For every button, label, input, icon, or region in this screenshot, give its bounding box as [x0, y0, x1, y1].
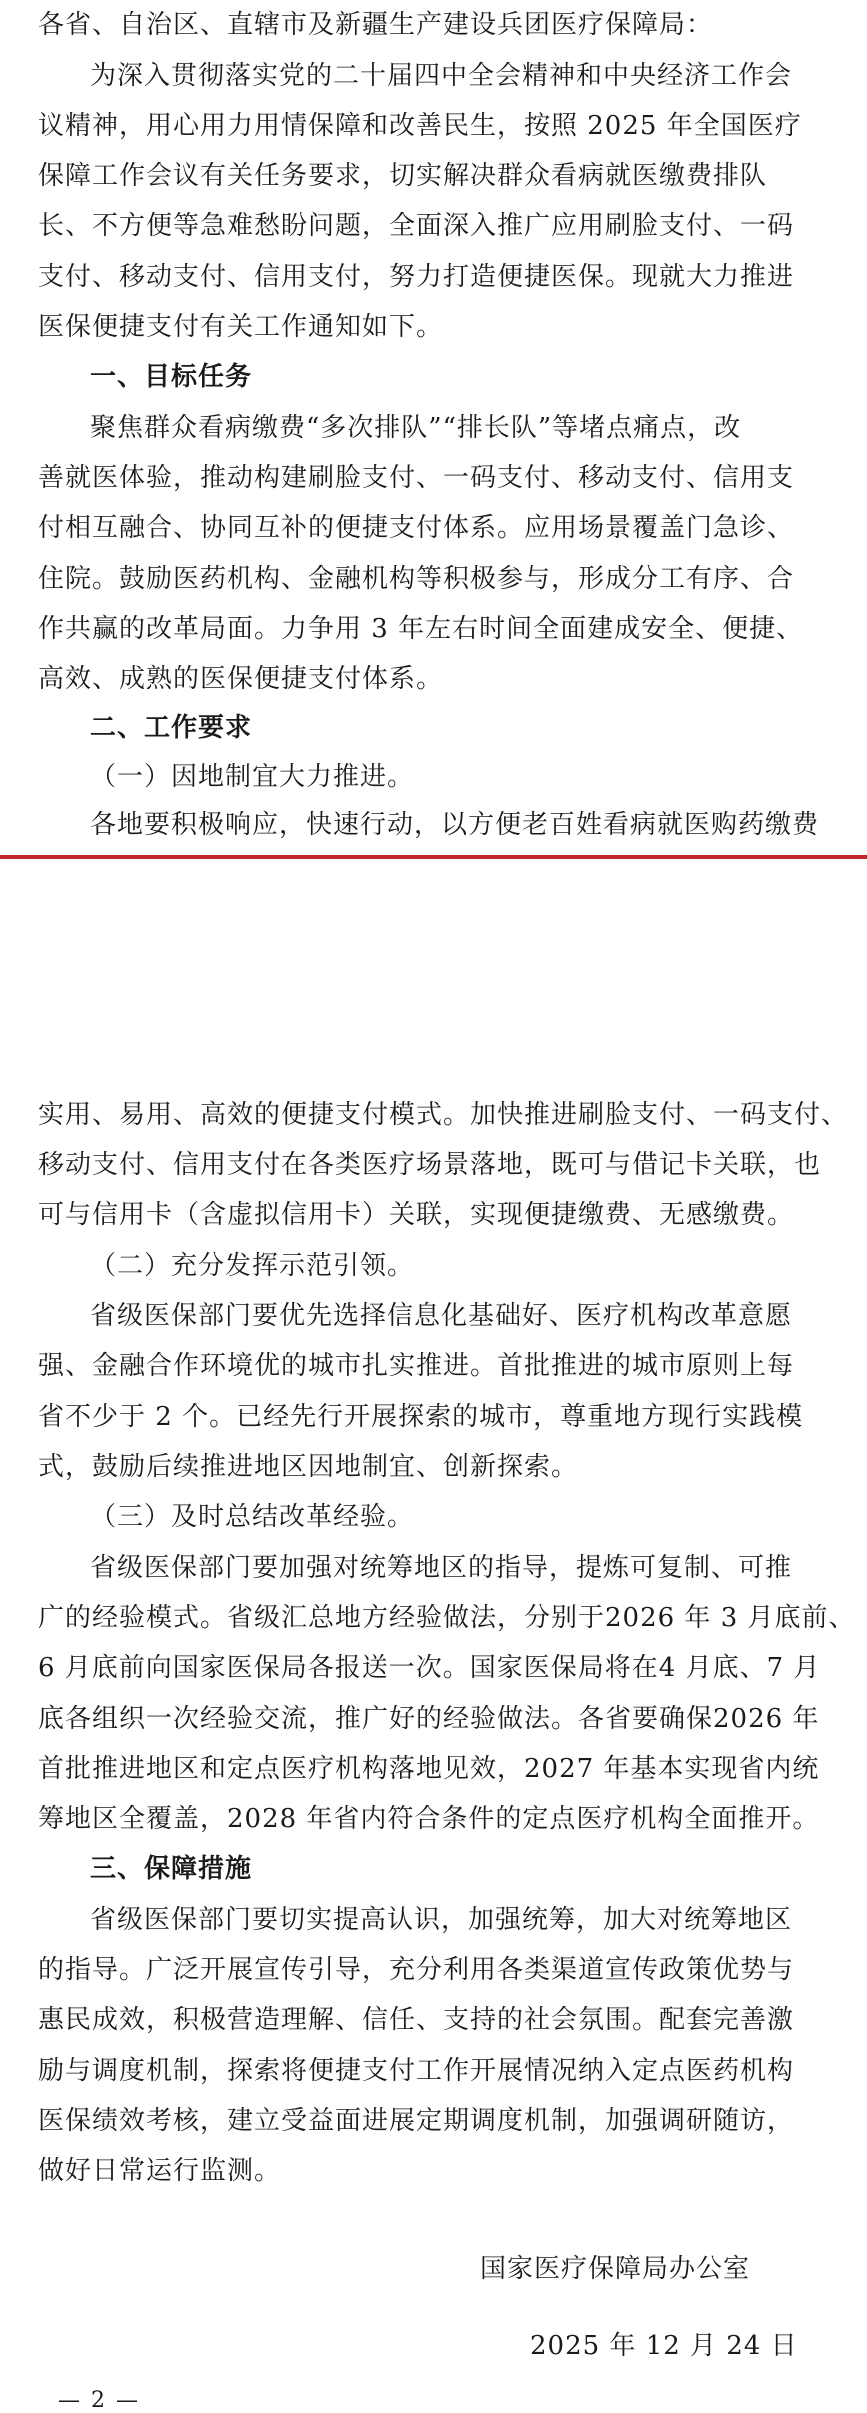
paragraph-line: 的指导。广泛开展宣传引导，充分利用各类渠道宣传政策优势与 — [38, 1955, 795, 1985]
paragraph-line: 筹地区全覆盖，2028 年省内符合条件的定点医疗机构全面推开。 — [38, 1804, 820, 1834]
paragraph-line: 省级医保部门要优先选择信息化基础好、医疗机构改革意愿 — [90, 1301, 793, 1331]
document-page-top — [0, 0, 867, 840]
paragraph-line: 聚焦群众看病缴费“多次排队”“排长队”等堵点痛点，改 — [90, 413, 742, 443]
paragraph-line: 省级医保部门要切实提高认识，加强统筹，加大对统筹地区 — [90, 1905, 793, 1935]
paragraph-line: 6 月底前向国家医保局各报送一次。国家医保局将在4 月底、7 月 — [38, 1653, 821, 1683]
paragraph-line: 高效、成熟的医保便捷支付体系。 — [38, 664, 444, 694]
paragraph-line: 省级医保部门要加强对统筹地区的指导，提炼可复制、可推 — [90, 1553, 793, 1583]
paragraph-line: 广的经验模式。省级汇总地方经验做法，分别于2026 年 3 月底前、 — [38, 1603, 856, 1633]
paragraph-line: 保障工作会议有关任务要求，切实解决群众看病就医缴费排队 — [38, 161, 768, 191]
paragraph-line: 作共赢的改革局面。力争用 3 年左右时间全面建成安全、便捷、 — [38, 614, 804, 644]
paragraph-line: 议精神，用心用力用情保障和改善民生，按照 2025 年全国医疗 — [38, 111, 802, 141]
issuer-name: 国家医疗保障局办公室 — [480, 2254, 751, 2284]
section-heading-1: 一、目标任务 — [90, 362, 253, 392]
paragraph-line: 做好日常运行监测。 — [38, 2156, 282, 2186]
subsection-heading-1: （一）因地制宜大力推进。 — [90, 762, 415, 792]
paragraph-line: 长、不方便等急难愁盼问题，全面深入推广应用刷脸支付、一码 — [38, 211, 795, 241]
paragraph-line: 首批推进地区和定点医疗机构落地见效，2027 年基本实现省内统 — [38, 1754, 820, 1784]
section-heading-3: 三、保障措施 — [90, 1854, 253, 1884]
salutation: 各省、自治区、直辖市及新疆生产建设兵团医疗保障局： — [38, 10, 714, 40]
paragraph-line: 励与调度机制，探索将便捷支付工作开展情况纳入定点医药机构 — [38, 2056, 795, 2086]
paragraph-line: 实用、易用、高效的便捷支付模式。加快推进刷脸支付、一码支付、 — [38, 1100, 849, 1130]
paragraph-line: 付相互融合、协同互补的便捷支付体系。应用场景覆盖门急诊、 — [38, 513, 795, 543]
paragraph-line: 强、金融合作环境优的城市扎实推进。首批推进的城市原则上每 — [38, 1351, 795, 1381]
paragraph-line: 省不少于 2 个。已经先行开展探索的城市，尊重地方现行实践模 — [38, 1402, 804, 1432]
paragraph-line: 住院。鼓励医药机构、金融机构等积极参与，形成分工有序、合 — [38, 564, 795, 594]
subsection-heading-3: （三）及时总结改革经验。 — [90, 1502, 415, 1532]
paragraph-line: 可与信用卡（含虚拟信用卡）关联，实现便捷缴费、无感缴费。 — [38, 1200, 795, 1230]
paragraph-line: 支付、移动支付、信用支付，努力打造便捷医保。现就大力推进 — [38, 262, 795, 292]
subsection-heading-2: （二）充分发挥示范引领。 — [90, 1251, 415, 1281]
issue-date: 2025 年 12 月 24 日 — [530, 2331, 798, 2361]
paragraph-line: 为深入贯彻落实党的二十届四中全会精神和中央经济工作会 — [90, 61, 793, 91]
paragraph-line: 善就医体验，推动构建刷脸支付、一码支付、移动支付、信用支 — [38, 463, 795, 493]
paragraph-line: 医保便捷支付有关工作通知如下。 — [38, 312, 444, 342]
paragraph-line: 医保绩效考核，建立受益面进展定期调度机制，加强调研随访， — [38, 2106, 795, 2136]
paragraph-line: 惠民成效，积极营造理解、信任、支持的社会氛围。配套完善激 — [38, 2005, 795, 2035]
page-gap — [0, 859, 867, 1090]
page-number: — 2 — — [58, 2388, 140, 2413]
section-heading-2: 二、工作要求 — [90, 713, 253, 743]
document-page-bottom — [0, 1090, 867, 2413]
paragraph-line: 各地要积极响应，快速行动，以方便老百姓看病就医购药缴费 — [90, 810, 820, 840]
paragraph-line: 移动支付、信用支付在各类医疗场景落地，既可与借记卡关联，也 — [38, 1150, 822, 1180]
paragraph-line: 底各组织一次经验交流，推广好的经验做法。各省要确保2026 年 — [38, 1704, 820, 1734]
paragraph-line: 式，鼓励后续推进地区因地制宜、创新探索。 — [38, 1452, 579, 1482]
